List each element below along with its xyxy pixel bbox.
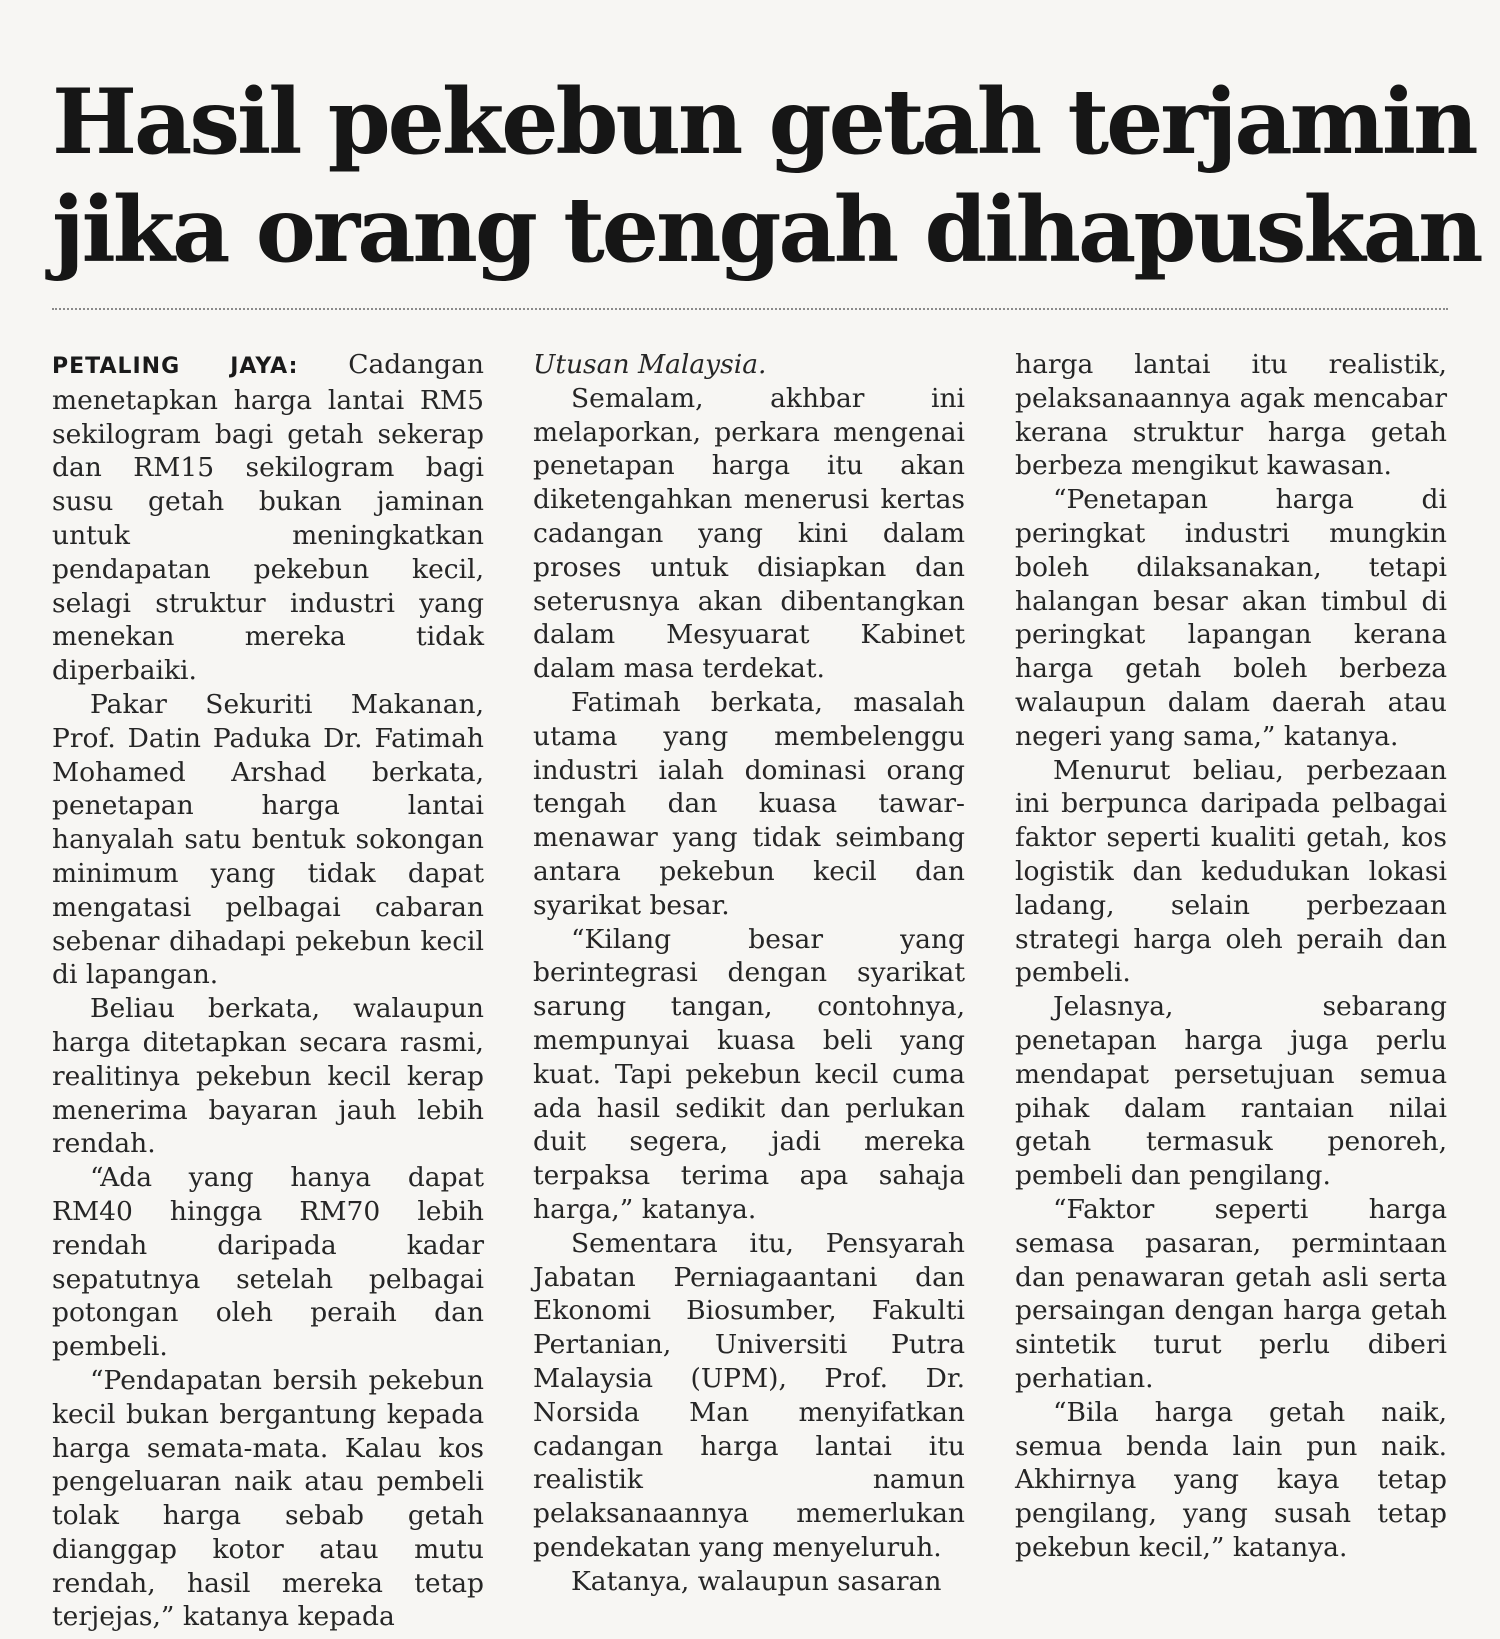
paragraph: “Bila harga getah naik, semua benda lain pun naik. Akhirnya yang kaya tetap pengilang, yang susah tetap pekebun kecil,” katanya. bbox=[1015, 1396, 1447, 1563]
article-column-3 bbox=[1015, 348, 1447, 1565]
paragraph: harga lantai itu realistik, pelaksanaannya agak mencabar kerana struktur harga getah berbeza mengikut kawasan. bbox=[1015, 349, 1447, 482]
paragraph: “Pendapatan bersih pekebun kecil bukan bergantung kepada harga semata-mata. Kalau kos pengeluaran naik atau pembeli tolak harga sebab getah dianggap kotor atau mutu rendah, hasil mereka tetap terjejas,” katanya kepada bbox=[52, 1364, 484, 1633]
headline-line-1: Hasil pekebun getah terjamin bbox=[52, 69, 1476, 175]
headline-line-2: jika orang tengah dihapuskan bbox=[52, 177, 1481, 283]
paragraph: Fatimah berkata, masalah utama yang membelenggu industri ialah dominasi orang tengah dan kuasa tawar-menawar yang tidak seimbang antara pekebun kecil dan syarikat besar. bbox=[533, 686, 965, 921]
paragraph: Jelasnya, sebarang penetapan harga juga perlu mendapat persetujuan semua pihak dalam rantaian nilai getah termasuk penoreh, pembeli dan pengilang. bbox=[1015, 991, 1447, 1192]
paragraph: “Faktor seperti harga semasa pasaran, permintaan dan penawaran getah asli serta persaingan dengan harga getah sintetik turut perlu diberi perhatian. bbox=[1015, 1193, 1447, 1394]
paragraph: “Ada yang hanya dapat RM40 hingga RM70 lebih rendah daripada kadar sepatutnya setelah pelbagai potongan oleh peraih dan pembeli. bbox=[52, 1162, 484, 1363]
paragraph: “Penetapan harga di peringkat industri mungkin boleh dilaksanakan, tetapi halangan besar akan timbul di peringkat lapangan kerana harga getah boleh berbeza walaupun dalam daerah atau negeri yang sama,” katanya. bbox=[1015, 484, 1447, 752]
article-headline bbox=[52, 68, 1481, 284]
paragraph: Sementara itu, Pensyarah Jabatan Perniagaantani dan Ekonomi Biosumber, Fakulti Pertanian, Universiti Putra Malaysia (UPM), Prof. Dr. Norsida Man menyifatkan cadangan harga lantai itu realistik namun pelaksanaannya memerlukan pendekatan yang menyeluruh. bbox=[533, 1227, 965, 1563]
paragraph: Pakar Sekuriti Makanan, Prof. Datin Paduka Dr. Fatimah Mohamed Arshad berkata, penetapan harga lantai hanyalah satu bentuk sokongan minimum yang tidak dapat mengatasi pelbagai cabaran sebenar dihadapi pekebun kecil di lapangan. bbox=[52, 688, 484, 991]
publication-name: Utusan Malaysia. bbox=[533, 349, 767, 380]
paragraph: Beliau berkata, walaupun harga ditetapkan secara rasmi, realitinya pekebun kecil kerap menerima bayaran jauh lebih rendah. bbox=[52, 993, 484, 1160]
paragraph: “Kilang besar yang berintegrasi dengan syarikat sarung tangan, contohnya, mempunyai kuasa beli yang kuat. Tapi pekebun kecil cuma ada hasil sedikit dan perlukan duit segera, jadi mereka terpaksa terima apa sahaja harga,” katanya. bbox=[533, 923, 965, 1225]
paragraph: Menurut beliau, perbezaan ini berpunca daripada pelbagai faktor seperti kualiti getah, kos logistik dan kedudukan lokasi ladang, selain perbezaan strategi harga oleh peraih dan pembeli. bbox=[1015, 754, 1447, 989]
article-column-1 bbox=[52, 348, 484, 1634]
paragraph: Katanya, walaupun sasaran bbox=[571, 1565, 942, 1597]
article-column-2 bbox=[533, 348, 965, 1598]
paragraph: Semalam, akhbar ini melaporkan, perkara mengenai penetapan harga itu akan diketengahkan menerusi kertas cadangan yang kini dalam proses untuk disiapkan dan seterusnya akan dibentangkan dalam Mesyuarat Kabinet dalam masa terdekat. bbox=[533, 382, 965, 685]
paragraph-text: Cadangan menetapkan harga lantai RM5 sekilogram bagi getah sekerap dan RM15 sekilogram bagi susu getah bukan jaminan untuk meningkatkan pendapatan pekebun kecil, selagi struktur industri yang menekan mereka tidak diperbaiki. bbox=[52, 349, 484, 687]
dateline: PETALING JAYA: bbox=[52, 354, 299, 379]
paragraph bbox=[52, 348, 484, 688]
headline-divider bbox=[52, 308, 1448, 310]
